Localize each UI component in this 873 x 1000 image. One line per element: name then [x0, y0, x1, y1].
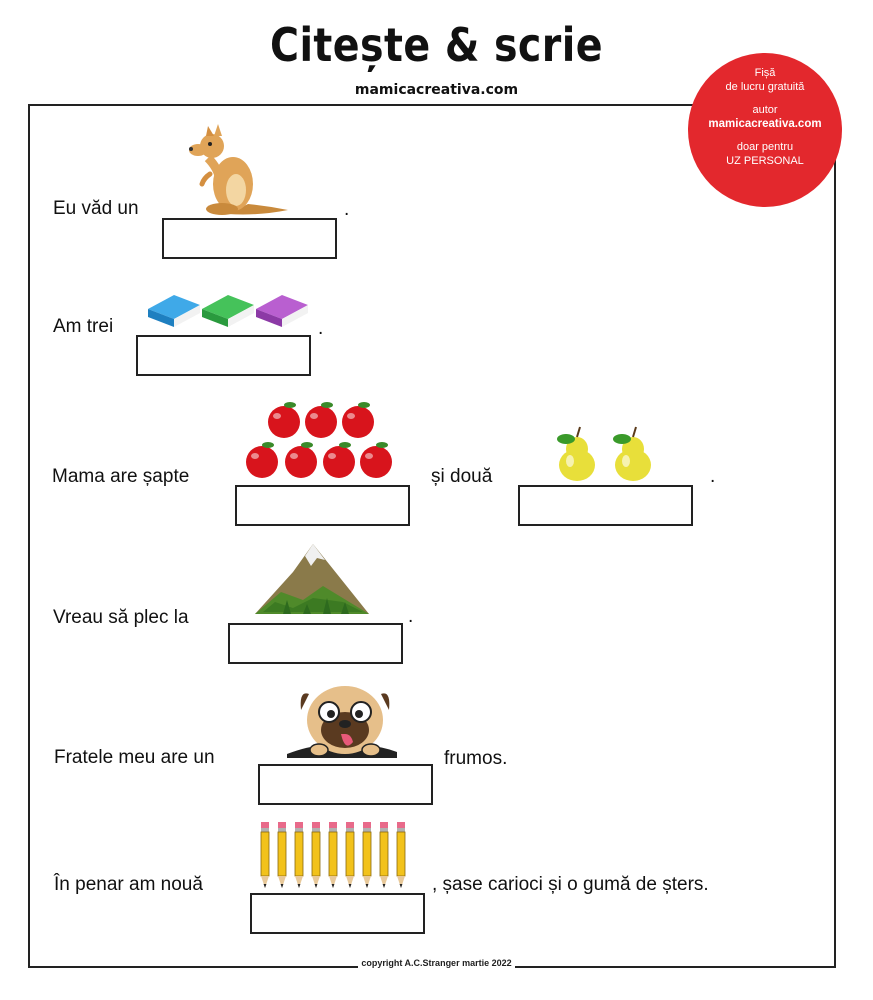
sentence-2-text: Am trei	[53, 316, 114, 337]
copyright-text: copyright A.C.Stranger martie 2022	[358, 958, 514, 968]
stamp-line: autor	[752, 104, 778, 116]
answer-input-5[interactable]	[258, 764, 433, 805]
answer-input-6[interactable]	[250, 893, 425, 934]
site-name: mamicacreativa.com	[354, 82, 519, 98]
mountain-icon	[253, 542, 371, 622]
sentence-5-text: Fratele meu are un	[54, 747, 215, 768]
worksheet-frame	[28, 104, 836, 968]
kangaroo-icon	[188, 124, 294, 218]
stamp-author: mamicacreativa.com	[708, 118, 822, 130]
answer-input-1[interactable]	[162, 218, 337, 259]
sentence-5-end: frumos.	[444, 748, 508, 769]
sentence-6-text: În penar am nouă	[54, 874, 203, 895]
pug-dog-icon	[283, 680, 401, 764]
stamp-line: UZ PERSONAL	[726, 155, 804, 167]
pencils-icon	[258, 822, 418, 892]
stamp-line: Fișă	[754, 67, 776, 79]
pears-icon	[546, 425, 660, 483]
answer-input-3a[interactable]	[235, 485, 410, 526]
sentence-4-end: .	[408, 606, 414, 627]
sentence-3-middle: și două	[431, 466, 493, 487]
free-worksheet-stamp	[688, 53, 842, 207]
sentence-6-end: , șase carioci și o gumă de șters.	[432, 874, 709, 895]
sentence-2-end: .	[318, 318, 324, 339]
sentence-4-text: Vreau să plec la	[53, 607, 189, 628]
copyright-footer	[0, 958, 873, 968]
apples-icon	[244, 400, 396, 484]
answer-input-3b[interactable]	[518, 485, 693, 526]
page-title: Citește & scrie	[269, 18, 604, 72]
books-icon	[146, 287, 310, 331]
answer-input-4[interactable]	[228, 623, 403, 664]
sentence-1-end: .	[344, 199, 350, 220]
sentence-3-end: .	[710, 466, 716, 487]
stamp-line: de lucru gratuită	[725, 81, 805, 93]
sentence-1-text: Eu văd un	[53, 198, 139, 219]
sentence-3-text: Mama are șapte	[52, 466, 190, 487]
answer-input-2[interactable]	[136, 335, 311, 376]
stamp-line: doar pentru	[736, 141, 794, 153]
